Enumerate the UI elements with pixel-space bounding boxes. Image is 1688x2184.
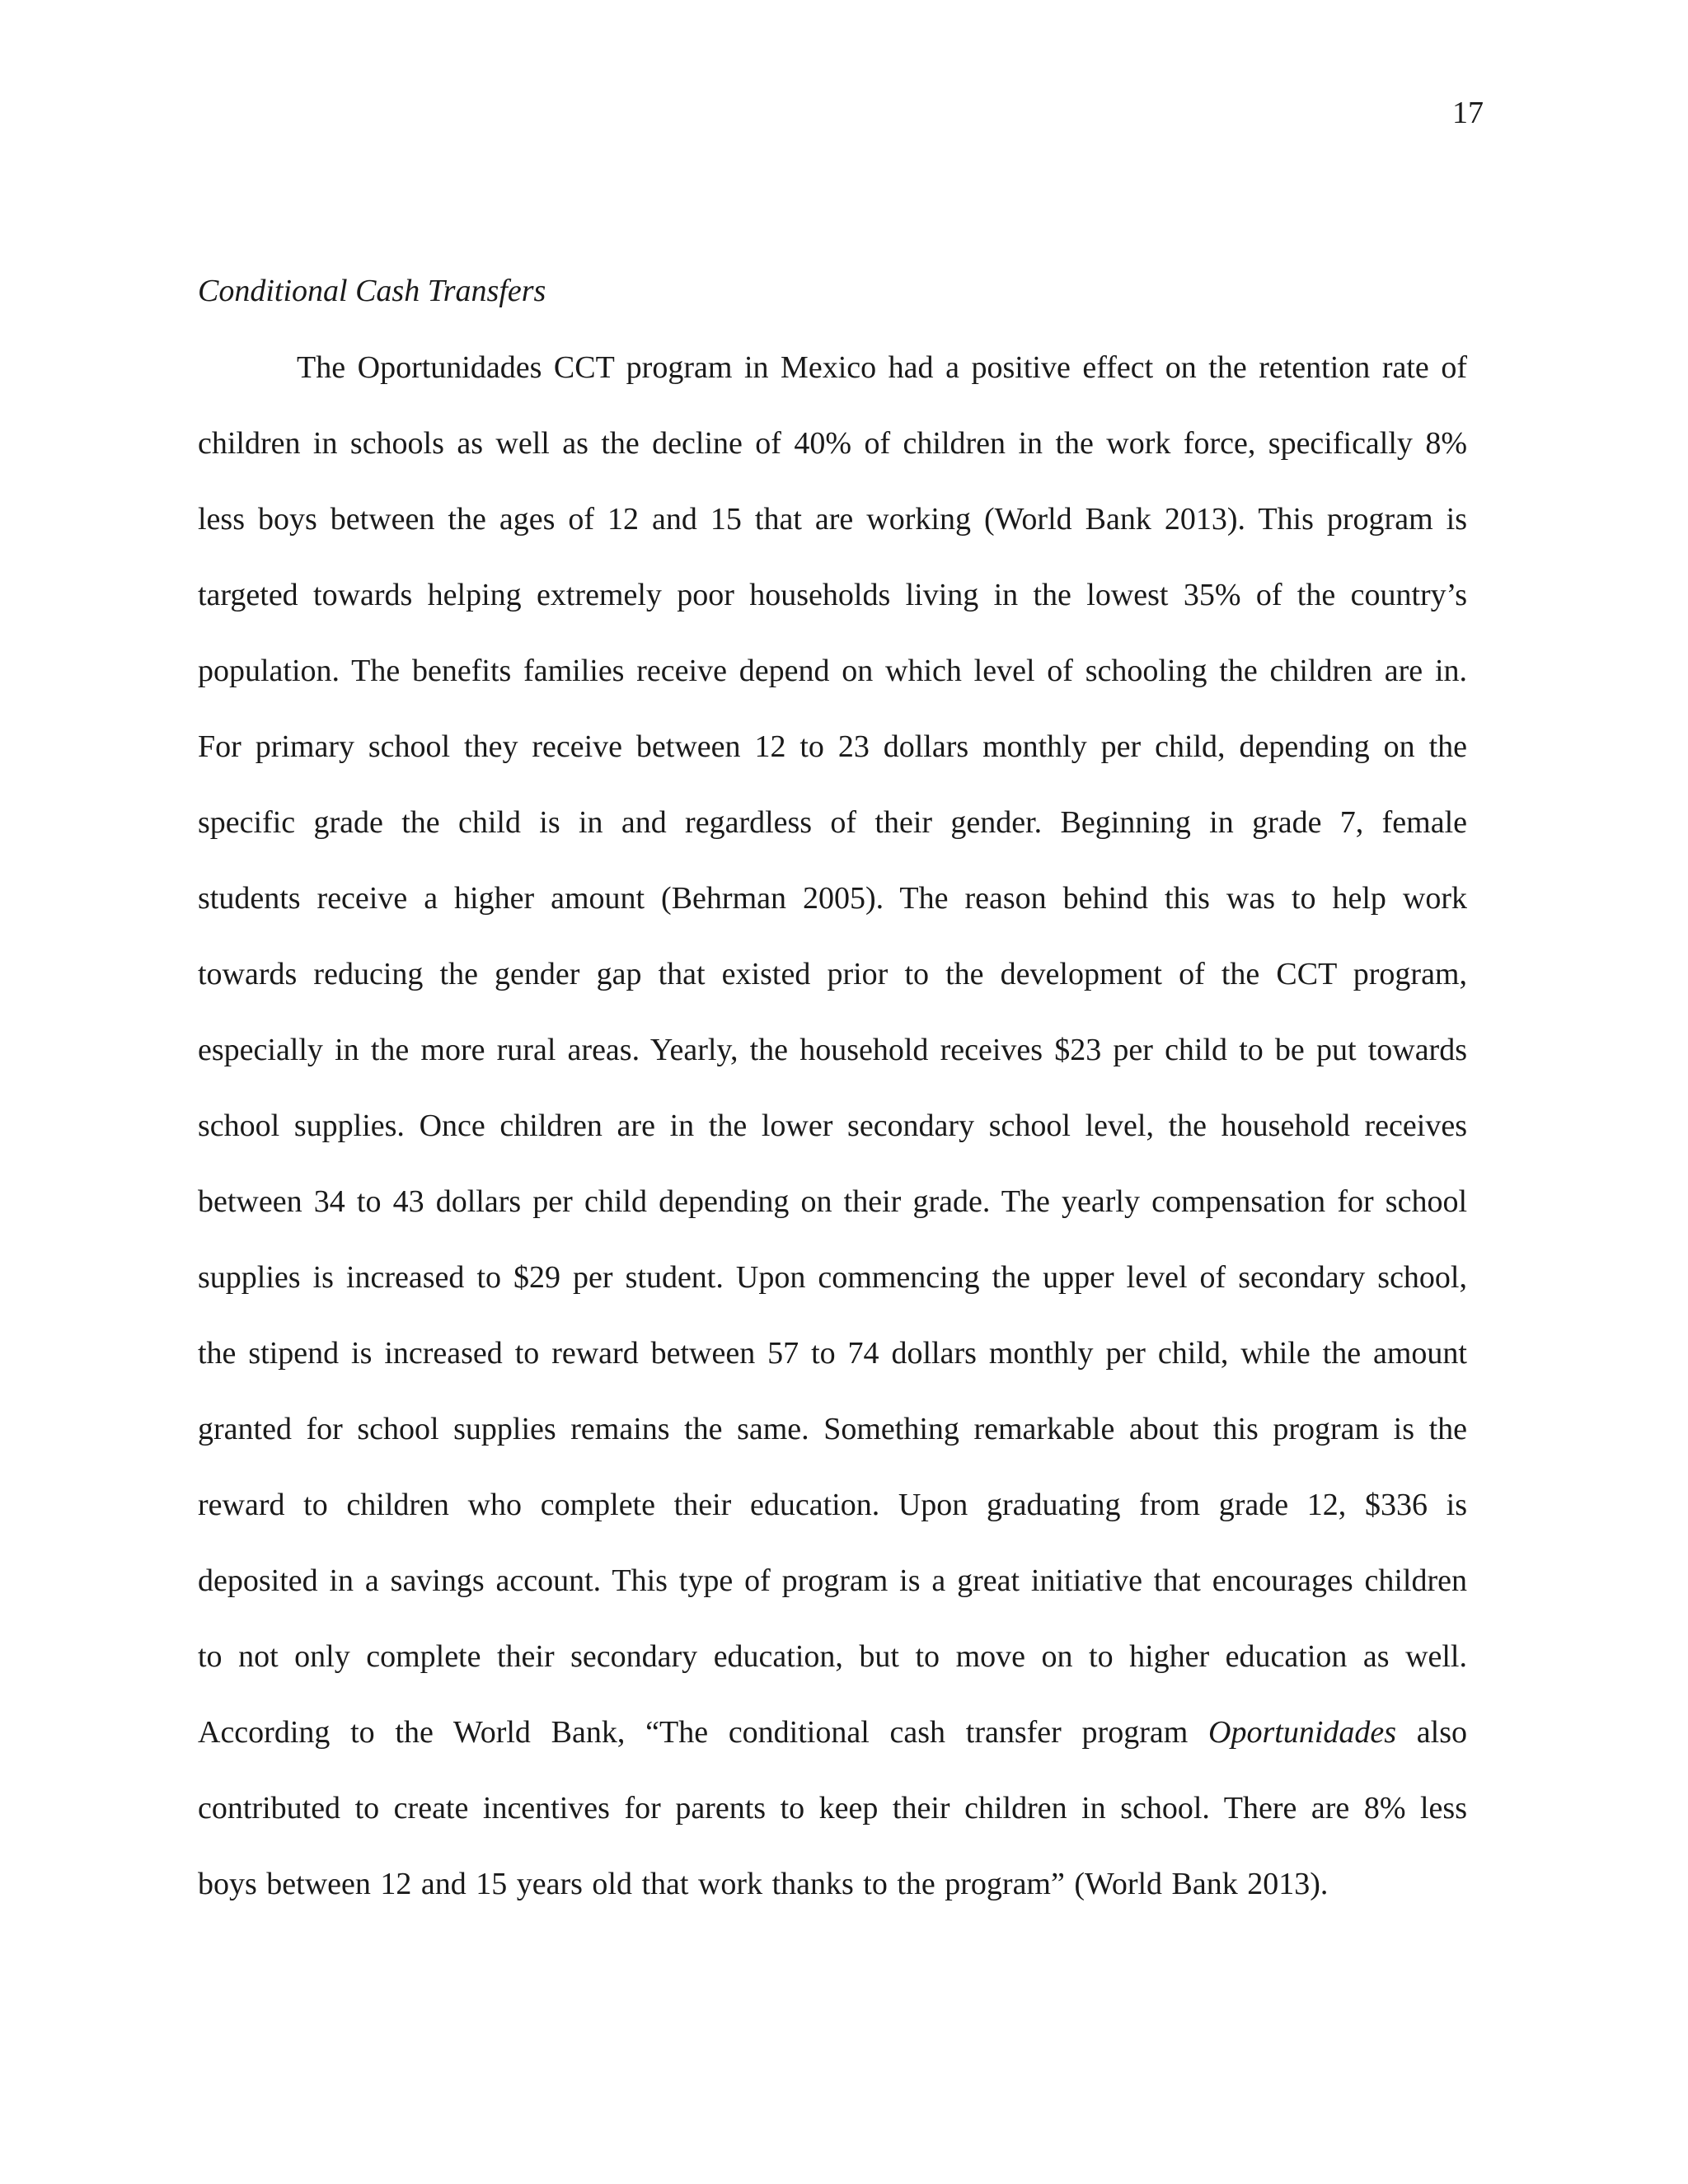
paragraph-line: children in schools as well as the decline of 40% of children in the work force, specifically 8% bbox=[198, 426, 1467, 461]
paragraph-line: towards reducing the gender gap that existed prior to the development of the CCT program, bbox=[198, 957, 1467, 991]
page-number: 17 bbox=[1452, 96, 1484, 130]
paragraph-line: students receive a higher amount (Behrman 2005). The reason behind this was to help work bbox=[198, 881, 1467, 916]
paragraph-line: For primary school they receive between 12 to 23 dollars monthly per child, depending on the bbox=[198, 729, 1467, 764]
program-name: Oportunidades bbox=[1208, 1715, 1397, 1750]
paragraph-line: contributed to create incentives for parents to keep their children in school. There are 8% less bbox=[198, 1791, 1467, 1825]
quote-line bbox=[198, 1713, 1467, 1789]
paragraph-line: supplies is increased to $29 per student. Upon commencing the upper level of secondary school, bbox=[198, 1260, 1467, 1295]
paragraph-line: targeted towards helping extremely poor households living in the lowest 35% of the country’s bbox=[198, 578, 1467, 612]
paragraph-line: less boys between the ages of 12 and 15 that are working (World Bank 2013). This program is bbox=[198, 502, 1467, 537]
quote-line-before: According to the World Bank, “The conditional cash transfer program bbox=[198, 1715, 1209, 1750]
paragraph-line: especially in the more rural areas. Yearly, the household receives $23 per child to be put towards bbox=[198, 1033, 1467, 1067]
paragraph-line: between 34 to 43 dollars per child depending on their grade. The yearly compensation for school bbox=[198, 1184, 1467, 1219]
paragraph-line: specific grade the child is in and regardless of their gender. Beginning in grade 7, female bbox=[198, 805, 1467, 840]
paragraph-line: deposited in a savings account. This type of program is a great initiative that encourages children bbox=[198, 1563, 1467, 1598]
section-heading: Conditional Cash Transfers bbox=[198, 274, 546, 308]
paragraph-line: to not only complete their secondary education, but to move on to higher education as well. bbox=[198, 1639, 1467, 1674]
paragraph-line: reward to children who complete their education. Upon graduating from grade 12, $336 is bbox=[198, 1488, 1467, 1522]
paragraph-line: school supplies. Once children are in the lower secondary school level, the household receives bbox=[198, 1108, 1467, 1143]
paragraph-line: boys between 12 and 15 years old that work thanks to the program” (World Bank 2013). bbox=[198, 1867, 1329, 1901]
paragraph-line: The Oportunidades CCT program in Mexico had a positive effect on the retention rate of bbox=[297, 350, 1467, 385]
paragraph-line: granted for school supplies remains the same. Something remarkable about this program is the bbox=[198, 1412, 1467, 1446]
quote-line-after: also bbox=[1396, 1715, 1467, 1750]
body-paragraph bbox=[198, 349, 1467, 1941]
paragraph-line: population. The benefits families receive depend on which level of schooling the children are in. bbox=[198, 654, 1467, 688]
paragraph-line: the stipend is increased to reward between 57 to 74 dollars monthly per child, while the amount bbox=[198, 1336, 1467, 1371]
